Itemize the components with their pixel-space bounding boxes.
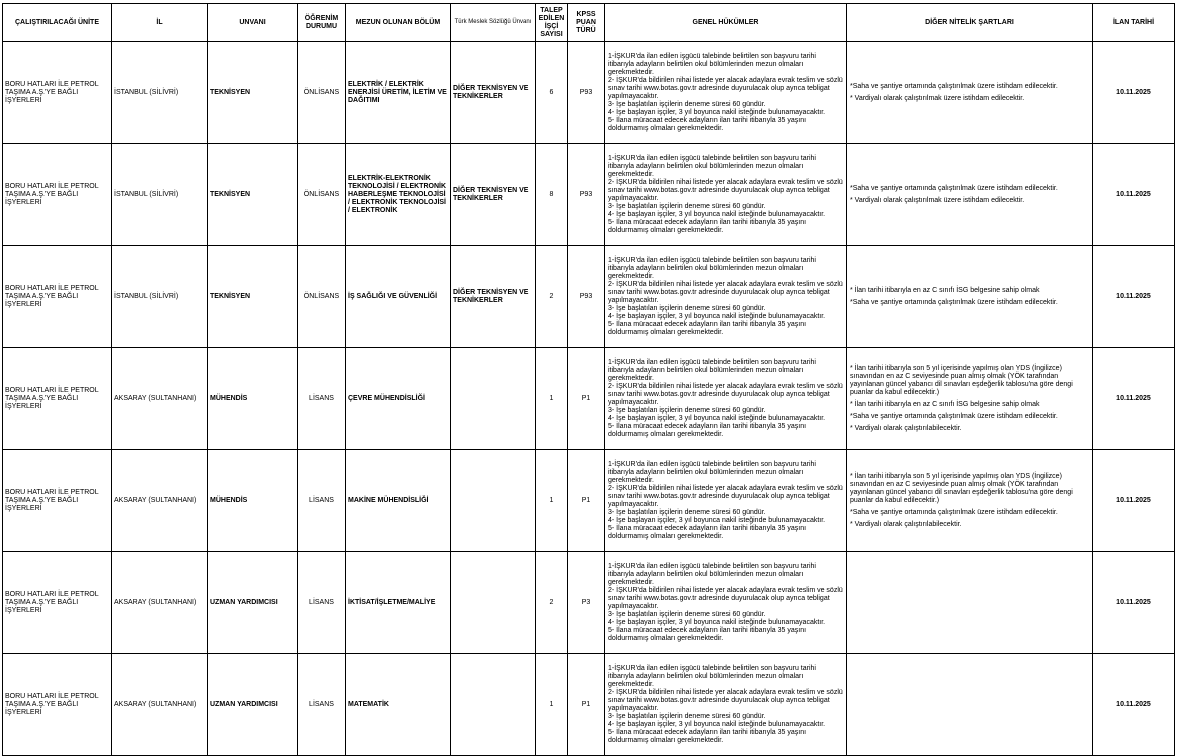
cell-genel: [605, 552, 847, 654]
genel-item: 3- İşe başlatılan işçilerin deneme süresi 60 gündür.: [608, 712, 766, 720]
cell-tarih: 10.11.2025: [1093, 144, 1175, 246]
genel-item: 1-İŞKUR'da ilan edilen işgücü talebinde belirtilen son başvuru tarihi itibarıyla adayların belirtilen okul bölümlerinden mezun olmaları gerekmektedir.: [608, 460, 816, 484]
cell-talep: 1: [536, 654, 568, 756]
table-row: [3, 144, 1175, 246]
genel-item: 1-İŞKUR'da ilan edilen işgücü talebinde belirtilen son başvuru tarihi itibarıyla adayların belirtilen okul bölümlerinden mezun olmaları gerekmektedir.: [608, 256, 816, 280]
genel-item: 3- İşe başlatılan işçilerin deneme süresi 60 gündür.: [608, 406, 766, 414]
cell-talep: 6: [536, 42, 568, 144]
table-row: [3, 450, 1175, 552]
cell-meslek: DİĞER TEKNİSYEN VE TEKNİKERLER: [451, 144, 536, 246]
cell-bolum: MAKİNE MÜHENDİSLİĞİ: [346, 450, 451, 552]
cell-diger: [847, 348, 1093, 450]
cell-il: AKSARAY (SULTANHANI): [112, 348, 208, 450]
cell-il: İSTANBUL (SİLİVRİ): [112, 144, 208, 246]
cell-il: AKSARAY (SULTANHANI): [112, 654, 208, 756]
cell-ogrenim: ÖNLİSANS: [298, 42, 346, 144]
diger-item: * Vardiyalı olarak çalıştırılabilecektir.: [850, 520, 962, 528]
cell-kpss: P1: [568, 348, 605, 450]
header-talep: TALEP EDİLEN İŞÇİ SAYISI: [536, 4, 568, 42]
genel-item: 1-İŞKUR'da ilan edilen işgücü talebinde belirtilen son başvuru tarihi itibarıyla adayların belirtilen okul bölümlerinden mezun olmaları gerekmektedir.: [608, 52, 816, 76]
cell-bolum: ELEKTRİK-ELEKTRONİK TEKNOLOJİSİ / ELEKTRONİK HABERLEŞME TEKNOLOJİSİ / ELEKTRONİK TEKNOLOJİSİ / ELEKTRONİK: [346, 144, 451, 246]
cell-ogrenim: ÖNLİSANS: [298, 246, 346, 348]
cell-kpss: P1: [568, 654, 605, 756]
header-genel: GENEL HÜKÜMLER: [605, 4, 847, 42]
cell-unvan: UZMAN YARDIMCISI: [208, 654, 298, 756]
cell-talep: 8: [536, 144, 568, 246]
cell-unvan: TEKNİSYEN: [208, 144, 298, 246]
diger-item: *Saha ve şantiye ortamında çalıştırılmak üzere istihdam edilecektir.: [850, 184, 1058, 192]
genel-item: 2- İŞKUR'da bildirilen nihai listede yer alacak adaylara evrak teslim ve sözlü sınav tarihi www.botas.gov.tr adresinde duyurulacak olup ayrıca tebligat yapılmayacaktır.: [608, 586, 843, 610]
genel-item: 5- İlana müracaat edecek adayların ilan tarihi itibarıyla 35 yaşını doldurmamış olmaları gerekmektedir.: [608, 218, 807, 234]
cell-unvan: MÜHENDİS: [208, 348, 298, 450]
cell-meslek: DİĞER TEKNİSYEN VE TEKNİKERLER: [451, 246, 536, 348]
cell-talep: 1: [536, 348, 568, 450]
genel-item: 2- İŞKUR'da bildirilen nihai listede yer alacak adaylara evrak teslim ve sözlü sınav tarihi www.botas.gov.tr adresinde duyurulacak olup ayrıca tebligat yapılmayacaktır.: [608, 178, 843, 202]
cell-meslek: DİĞER TEKNİSYEN VE TEKNİKERLER: [451, 42, 536, 144]
genel-item: 3- İşe başlatılan işçilerin deneme süresi 60 gündür.: [608, 100, 766, 108]
genel-item: 1-İŞKUR'da ilan edilen işgücü talebinde belirtilen son başvuru tarihi itibarıyla adayların belirtilen okul bölümlerinden mezun olmaları gerekmektedir.: [608, 562, 816, 586]
cell-tarih: 10.11.2025: [1093, 654, 1175, 756]
table-row: [3, 348, 1175, 450]
diger-item: *Saha ve şantiye ortamında çalıştırılmak üzere istihdam edilecektir.: [850, 298, 1058, 306]
cell-ogrenim: LİSANS: [298, 450, 346, 552]
header-il: İL: [112, 4, 208, 42]
header-unit: ÇALIŞTIRILACAĞI ÜNİTE: [3, 4, 112, 42]
header-diger: DİĞER NİTELİK ŞARTLARI: [847, 4, 1093, 42]
header-kpss: KPSS PUAN TÜRÜ: [568, 4, 605, 42]
genel-item: 4- İşe başlayan işçiler, 3 yıl boyunca nakil isteğinde bulunamayacaktır.: [608, 312, 826, 320]
cell-genel: [605, 246, 847, 348]
cell-unvan: MÜHENDİS: [208, 450, 298, 552]
genel-item: 4- İşe başlayan işçiler, 3 yıl boyunca nakil isteğinde bulunamayacaktır.: [608, 516, 826, 524]
cell-ogrenim: ÖNLİSANS: [298, 144, 346, 246]
cell-genel: [605, 348, 847, 450]
cell-diger: [847, 246, 1093, 348]
genel-item: 4- İşe başlayan işçiler, 3 yıl boyunca nakil isteğinde bulunamayacaktır.: [608, 108, 826, 116]
genel-item: 3- İşe başlatılan işçilerin deneme süresi 60 gündür.: [608, 304, 766, 312]
cell-genel: [605, 42, 847, 144]
diger-item: * İlan tarihi itibarıyla son 5 yıl içerisinde yapılmış olan YDS (İngilizce) sınavından en az C seviyesinde puan almış olmak (YÖK tarafından yayınlanan güncel yabancı dil sınavları eşdeğerlik tablosu'na göre dengi puanlar da kabul edilecektir.): [850, 472, 1073, 504]
genel-item: 3- İşe başlatılan işçilerin deneme süresi 60 gündür.: [608, 610, 766, 618]
table-row: [3, 552, 1175, 654]
cell-tarih: 10.11.2025: [1093, 450, 1175, 552]
cell-bolum: ÇEVRE MÜHENDİSLİĞİ: [346, 348, 451, 450]
genel-item: 1-İŞKUR'da ilan edilen işgücü talebinde belirtilen son başvuru tarihi itibarıyla adayların belirtilen okul bölümlerinden mezun olmaları gerekmektedir.: [608, 664, 816, 688]
cell-tarih: 10.11.2025: [1093, 552, 1175, 654]
genel-item: 1-İŞKUR'da ilan edilen işgücü talebinde belirtilen son başvuru tarihi itibarıyla adayların belirtilen okul bölümlerinden mezun olmaları gerekmektedir.: [608, 358, 816, 382]
genel-item: 2- İŞKUR'da bildirilen nihai listede yer alacak adaylara evrak teslim ve sözlü sınav tarihi www.botas.gov.tr adresinde duyurulacak olup ayrıca tebligat yapılmayacaktır.: [608, 76, 843, 100]
cell-diger: [847, 552, 1093, 654]
table-row: [3, 42, 1175, 144]
cell-ogrenim: LİSANS: [298, 348, 346, 450]
header-unvan: UNVANI: [208, 4, 298, 42]
diger-item: *Saha ve şantiye ortamında çalıştırılmak üzere istihdam edilecektir.: [850, 82, 1058, 90]
genel-item: 5- İlana müracaat edecek adayların ilan tarihi itibarıyla 35 yaşını doldurmamış olmaları gerekmektedir.: [608, 524, 807, 540]
header-tarih: İLAN TARİHİ: [1093, 4, 1175, 42]
cell-tarih: 10.11.2025: [1093, 42, 1175, 144]
cell-unit: BORU HATLARI İLE PETROL TAŞIMA A.Ş.'YE BAĞLI İŞYERLERİ: [3, 552, 112, 654]
genel-item: 3- İşe başlatılan işçilerin deneme süresi 60 gündür.: [608, 202, 766, 210]
cell-kpss: P93: [568, 42, 605, 144]
diger-item: *Saha ve şantiye ortamında çalıştırılmak üzere istihdam edilecektir.: [850, 508, 1058, 516]
diger-item: * İlan tarihi itibarıyla son 5 yıl içerisinde yapılmış olan YDS (İngilizce) sınavından en az C seviyesinde puan almış olmak (YÖK tarafından yayınlanan güncel yabancı dil sınavları eşdeğerlik tablosu'na göre dengi puanlar da kabul edilecektir.): [850, 364, 1073, 396]
cell-talep: 2: [536, 552, 568, 654]
header-bolum: MEZUN OLUNAN BÖLÜM: [346, 4, 451, 42]
genel-item: 4- İşe başlayan işçiler, 3 yıl boyunca nakil isteğinde bulunamayacaktır.: [608, 414, 826, 422]
diger-item: * İlan tarihi itibarıyla en az C sınıfı İSG belgesine sahip olmak: [850, 400, 1040, 408]
header-ogrenim: ÖĞRENİM DURUMU: [298, 4, 346, 42]
job-listing-table: [2, 3, 1175, 756]
cell-meslek: [451, 348, 536, 450]
table-row: [3, 246, 1175, 348]
cell-il: İSTANBUL (SİLİVRİ): [112, 42, 208, 144]
cell-meslek: [451, 654, 536, 756]
genel-item: 5- İlana müracaat edecek adayların ilan tarihi itibarıyla 35 yaşını doldurmamış olmaları gerekmektedir.: [608, 320, 807, 336]
cell-genel: [605, 144, 847, 246]
genel-item: 4- İşe başlayan işçiler, 3 yıl boyunca nakil isteğinde bulunamayacaktır.: [608, 618, 826, 626]
cell-diger: [847, 144, 1093, 246]
cell-bolum: İŞ SAĞLIĞI VE GÜVENLİĞİ: [346, 246, 451, 348]
cell-kpss: P3: [568, 552, 605, 654]
genel-item: 2- İŞKUR'da bildirilen nihai listede yer alacak adaylara evrak teslim ve sözlü sınav tarihi www.botas.gov.tr adresinde duyurulacak olup ayrıca tebligat yapılmayacaktır.: [608, 688, 843, 712]
cell-ogrenim: LİSANS: [298, 654, 346, 756]
genel-item: 5- İlana müracaat edecek adayların ilan tarihi itibarıyla 35 yaşını doldurmamış olmaları gerekmektedir.: [608, 626, 807, 642]
genel-item: 4- İşe başlayan işçiler, 3 yıl boyunca nakil isteğinde bulunamayacaktır.: [608, 210, 826, 218]
cell-unit: BORU HATLARI İLE PETROL TAŞIMA A.Ş.'YE BAĞLI İŞYERLERİ: [3, 246, 112, 348]
cell-diger: [847, 42, 1093, 144]
cell-talep: 2: [536, 246, 568, 348]
cell-il: AKSARAY (SULTANHANI): [112, 552, 208, 654]
diger-item: * Vardiyalı olarak çalıştırılmak üzere istihdam edilecektir.: [850, 94, 1025, 102]
cell-meslek: [451, 552, 536, 654]
cell-unvan: TEKNİSYEN: [208, 42, 298, 144]
cell-tarih: 10.11.2025: [1093, 348, 1175, 450]
cell-kpss: P93: [568, 144, 605, 246]
genel-item: 1-İŞKUR'da ilan edilen işgücü talebinde belirtilen son başvuru tarihi itibarıyla adayların belirtilen okul bölümlerinden mezun olmaları gerekmektedir.: [608, 154, 816, 178]
cell-diger: [847, 450, 1093, 552]
cell-unit: BORU HATLARI İLE PETROL TAŞIMA A.Ş.'YE BAĞLI İŞYERLERİ: [3, 654, 112, 756]
diger-item: *Saha ve şantiye ortamında çalıştırılmak üzere istihdam edilecektir.: [850, 412, 1058, 420]
table-row: [3, 654, 1175, 756]
cell-genel: [605, 654, 847, 756]
cell-diger: [847, 654, 1093, 756]
cell-unit: BORU HATLARI İLE PETROL TAŞIMA A.Ş.'YE BAĞLI İŞYERLERİ: [3, 144, 112, 246]
cell-il: İSTANBUL (SİLİVRİ): [112, 246, 208, 348]
header-meslek: Türk Meslek Sözlüğü Ünvanı: [451, 4, 536, 42]
genel-item: 2- İŞKUR'da bildirilen nihai listede yer alacak adaylara evrak teslim ve sözlü sınav tarihi www.botas.gov.tr adresinde duyurulacak olup ayrıca tebligat yapılmayacaktır.: [608, 382, 843, 406]
cell-tarih: 10.11.2025: [1093, 246, 1175, 348]
genel-item: 5- İlana müracaat edecek adayların ilan tarihi itibarıyla 35 yaşını doldurmamış olmaları gerekmektedir.: [608, 422, 807, 438]
genel-item: 2- İŞKUR'da bildirilen nihai listede yer alacak adaylara evrak teslim ve sözlü sınav tarihi www.botas.gov.tr adresinde duyurulacak olup ayrıca tebligat yapılmayacaktır.: [608, 280, 843, 304]
cell-talep: 1: [536, 450, 568, 552]
genel-item: 4- İşe başlayan işçiler, 3 yıl boyunca nakil isteğinde bulunamayacaktır.: [608, 720, 826, 728]
cell-bolum: ELEKTRİK / ELEKTRİK ENERJİSİ ÜRETİM, İLETİM VE DAĞITIMI: [346, 42, 451, 144]
diger-item: * Vardiyalı olarak çalıştırılabilecektir.: [850, 424, 962, 432]
genel-item: 3- İşe başlatılan işçilerin deneme süresi 60 gündür.: [608, 508, 766, 516]
diger-item: * İlan tarihi itibarıyla en az C sınıfı İSG belgesine sahip olmak: [850, 286, 1040, 294]
cell-meslek: [451, 450, 536, 552]
cell-bolum: İKTİSAT/İŞLETME/MALİYE: [346, 552, 451, 654]
genel-item: 2- İŞKUR'da bildirilen nihai listede yer alacak adaylara evrak teslim ve sözlü sınav tarihi www.botas.gov.tr adresinde duyurulacak olup ayrıca tebligat yapılmayacaktır.: [608, 484, 843, 508]
genel-item: 5- İlana müracaat edecek adayların ilan tarihi itibarıyla 35 yaşını doldurmamış olmaları gerekmektedir.: [608, 728, 807, 744]
cell-unit: BORU HATLARI İLE PETROL TAŞIMA A.Ş.'YE BAĞLI İŞYERLERİ: [3, 348, 112, 450]
diger-item: * Vardiyalı olarak çalıştırılmak üzere istihdam edilecektir.: [850, 196, 1025, 204]
cell-unvan: UZMAN YARDIMCISI: [208, 552, 298, 654]
cell-unit: BORU HATLARI İLE PETROL TAŞIMA A.Ş.'YE BAĞLI İŞYERLERİ: [3, 42, 112, 144]
cell-genel: [605, 450, 847, 552]
cell-kpss: P93: [568, 246, 605, 348]
cell-il: AKSARAY (SULTANHANI): [112, 450, 208, 552]
cell-unvan: TEKNİSYEN: [208, 246, 298, 348]
header-row: [3, 4, 1175, 42]
table-body: [3, 42, 1175, 756]
cell-bolum: MATEMATİK: [346, 654, 451, 756]
cell-unit: BORU HATLARI İLE PETROL TAŞIMA A.Ş.'YE BAĞLI İŞYERLERİ: [3, 450, 112, 552]
cell-ogrenim: LİSANS: [298, 552, 346, 654]
genel-item: 5- İlana müracaat edecek adayların ilan tarihi itibarıyla 35 yaşını doldurmamış olmaları gerekmektedir.: [608, 116, 807, 132]
cell-kpss: P1: [568, 450, 605, 552]
